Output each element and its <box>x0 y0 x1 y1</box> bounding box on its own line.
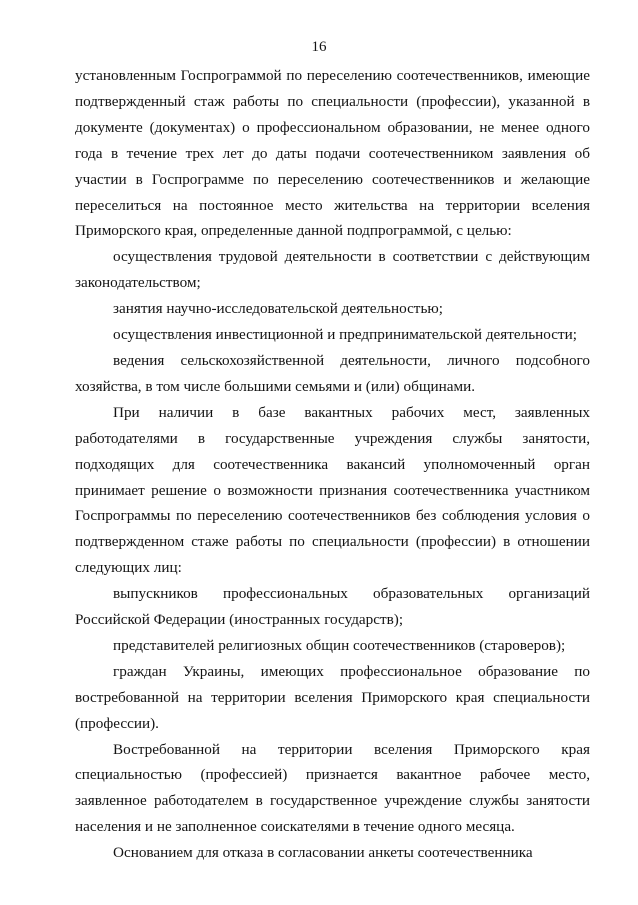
paragraph-graduates: выпускников профессиональных образовательных организаций Российской Федерации (иностранных государств); <box>75 585 590 629</box>
paragraph-refusal-grounds: Основанием для отказа в согласовании анкеты соотечественника <box>113 844 533 862</box>
paragraph-vacancies: При наличии в базе вакантных рабочих мест, заявленных работодателями в государственные учреждения службы занятости, подходящих для соотечественника вакансий уполномоченный орган принимает решение о возможности признания соотечественника участником Госпрограммы по переселению соотечественников без соблюдения условия о подтвержденном стаже работы по специальности (профессии) в отношении следующих лиц: <box>75 403 590 577</box>
paragraph-in-demand-definition: Востребованной на территории вселения Приморского края специальностью (профессией) признается вакантное рабочее место, заявленное работодателем в государственное учреждение службы занятости населения и не заполненное соискателями в течение одного месяца. <box>75 740 590 836</box>
paragraph-investment: осуществления инвестиционной и предпринимательской деятельности; <box>113 326 577 344</box>
paragraph-agriculture: ведения сельскохозяйственной деятельности, личного подсобного хозяйства, в том числе большими семьями и (или) общинами. <box>75 351 590 395</box>
paragraph-religious-communities: представителей религиозных общин соотечественников (староверов); <box>113 636 566 654</box>
paragraph-labor-activity: осуществления трудовой деятельности в соответствии с действующим законодательством; <box>75 248 590 292</box>
paragraph-continuation: установленным Госпрограммой по переселению соотечественников, имеющие подтвержденный стаж работы по специальности (профессии), указанной в документе (документах) о профессиональном образовании, не менее одного года в течение трех лет до даты подачи соотечественником заявления об участии в Госпрограмме по переселению соотечественников и желающие переселиться на постоянное место жительства на территории вселения Приморского края, определенные данной подпрограммой, с целью: <box>75 67 590 240</box>
paragraph-research: занятия научно-исследовательской деятельностью; <box>113 300 443 318</box>
document-body <box>75 63 590 866</box>
page-number: 16 <box>311 39 327 55</box>
paragraph-ukraine-citizens: граждан Украины, имеющих профессиональное образование по востребованной на территории вселения Приморского края специальности (профессии). <box>75 662 590 732</box>
